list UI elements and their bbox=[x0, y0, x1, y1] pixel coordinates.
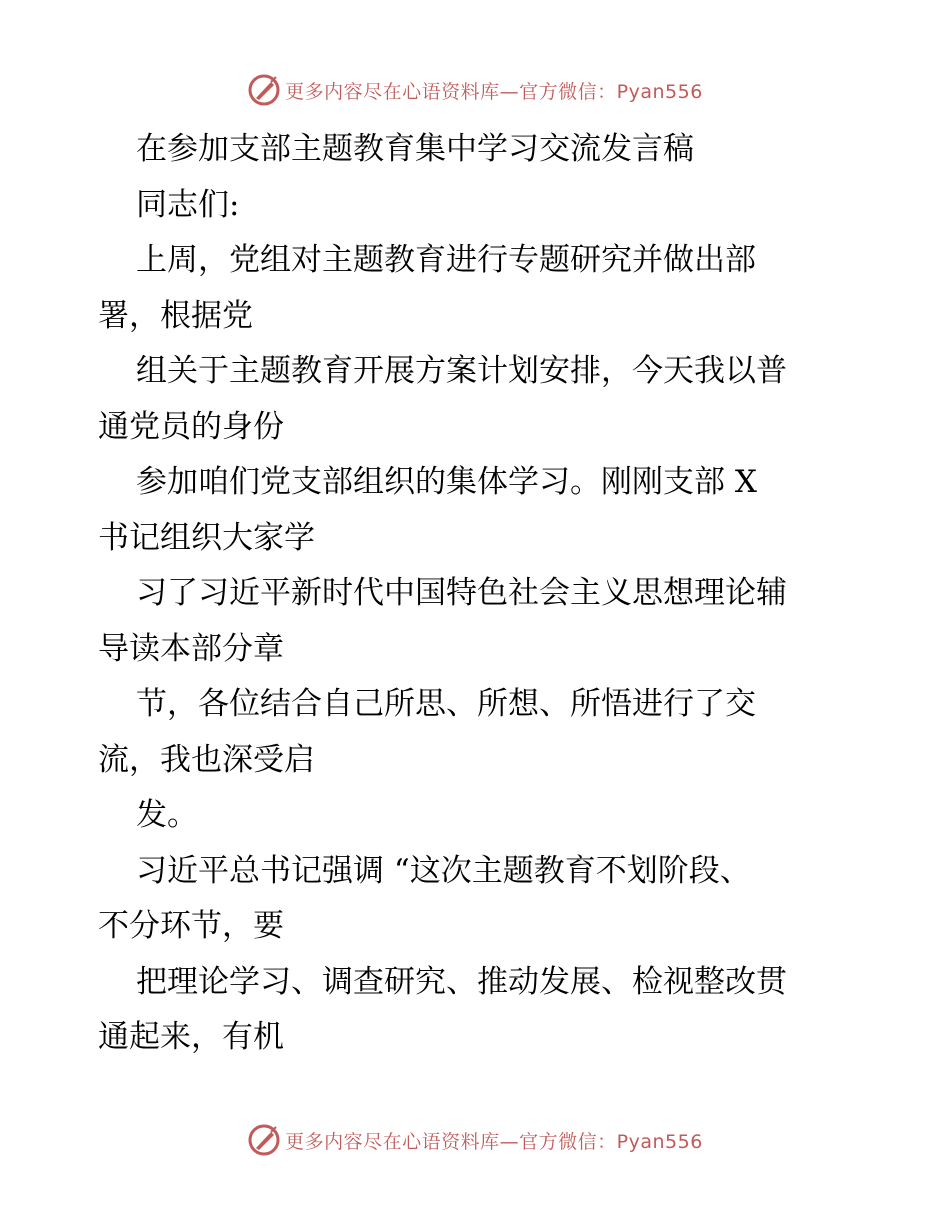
document-line: 上周，党组对主题教育进行专题研究并做出部 bbox=[136, 242, 756, 278]
document-line: 组关于主题教育开展方案计划安排，今天我以普 bbox=[136, 353, 787, 389]
document-line: 通起来，有机 bbox=[98, 1019, 284, 1055]
document-line: 导读本部分章 bbox=[98, 630, 284, 667]
quill-pen-icon bbox=[247, 1123, 281, 1157]
document-line: 把理论学习、调查研究、推动发展、检视整改贯 bbox=[136, 963, 787, 1000]
quill-pen-icon bbox=[247, 73, 281, 107]
document-line: 节，各位结合自己所思、所想、所悟进行了交 bbox=[136, 686, 756, 722]
document-line: 在参加支部主题教育集中学习交流发言稿 bbox=[136, 131, 694, 167]
footer-banner bbox=[0, 1120, 950, 1160]
document-body bbox=[98, 122, 898, 1066]
document-line: 参加咱们党支部组织的集体学习。刚刚支部 X bbox=[136, 464, 757, 500]
header-banner-text: 更多内容尽在心语资料库—官方微信：Pyan556 bbox=[285, 80, 703, 103]
document-line: 发。 bbox=[136, 797, 198, 833]
document-line: 流，我也深受启 bbox=[98, 741, 315, 778]
document-line: 书记组织大家学 bbox=[98, 519, 315, 556]
document-line: 通党员的身份 bbox=[98, 408, 284, 445]
document-line: 习近平总书记强调 “这次主题教育不划阶段、 bbox=[136, 852, 751, 889]
footer-banner-text: 更多内容尽在心语资料库—官方微信：Pyan556 bbox=[285, 1130, 703, 1153]
header-banner bbox=[0, 70, 950, 110]
document-line: 不分环节，要 bbox=[98, 908, 284, 944]
document-line: 署，根据党 bbox=[98, 297, 253, 334]
document-line: 习了习近平新时代中国特色社会主义思想理论辅 bbox=[136, 575, 787, 611]
document-line: 同志们: bbox=[136, 186, 240, 223]
